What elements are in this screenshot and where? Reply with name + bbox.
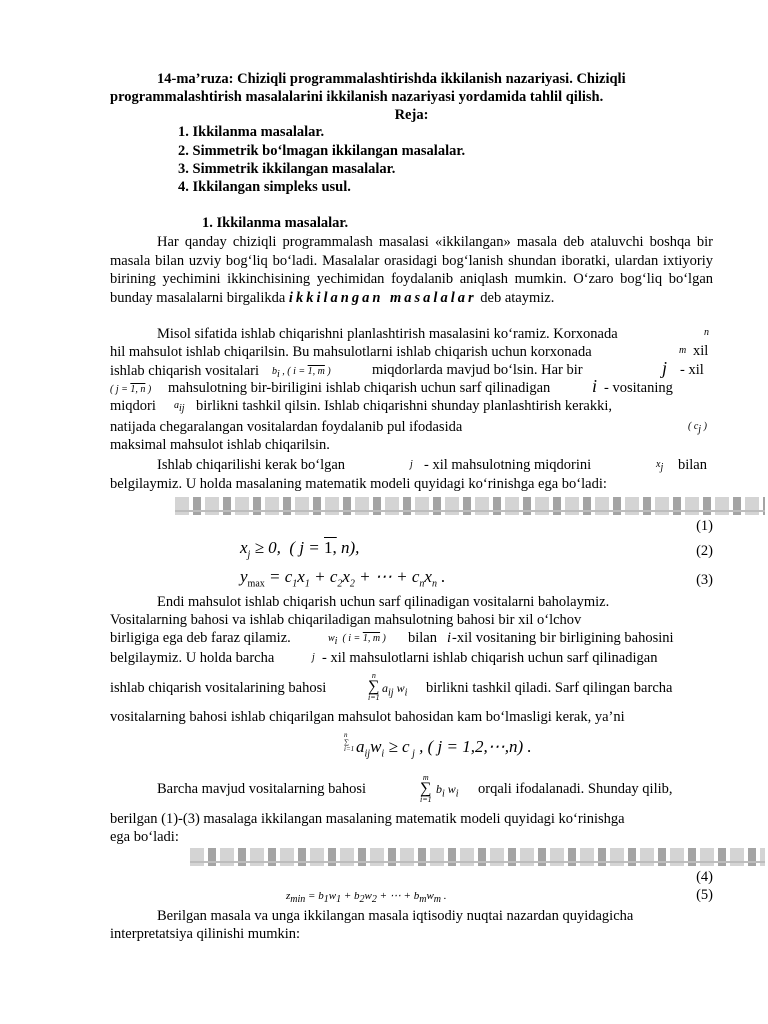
text: - xil mahsulotlarni ishlab chiqarish uchun sarf qilinadigan [322,650,658,666]
text: - xil [680,362,704,378]
plan-item: 1. Ikkilanma masalalar. [178,124,325,140]
text: bilan [678,457,707,473]
math-i: i [592,376,598,396]
paragraph-1-term: ikkilangan masalalar [288,289,477,306]
paragraph-4-line1: Endi mahsulot ishlab chiqarish uchun sarf qilinadigan vositalarni baholaymiz. [157,594,610,610]
blurred-formula [175,497,765,515]
paragraph-4-line6: vositalarning bahosi ishlab chiqarilgan mahsulot bahosidan kam bo‘lmasligi kerak, ya’ni [110,709,625,725]
equation-5: $z_{min} = b_1w_1 + b_2w_2$ + ⋯ + $b_mw_m$ . [286,890,447,906]
paragraph-1-tail: deb ataymiz. [480,289,555,306]
text: Misol sifatida ishlab chiqarishni planlashtirish masalasini ko‘ramiz. Korxonada [157,326,618,342]
plan-item: 2. Simmetrik bo‘lmagan ikkilangan masalalar. [178,143,466,159]
equation-number: (3) [696,572,713,588]
equation-3: $y_{max} = c_1x_1 + c_2x_2$ + ⋯ + $c_nx_n$ . [240,567,446,590]
math-aij: $a_{ij}$ [174,400,185,414]
math-j: j [410,459,413,470]
paragraph-4-line2: Vositalarning bahosi va ishlab chiqariladigan mahsulotning bahosi bir xil o‘lchov [110,612,582,628]
math-bi-wi: $b_i$ $w_i$ [436,782,459,800]
text: miqdori [110,398,156,414]
math-m: m [679,345,687,356]
plan-item: 3. Simmetrik ikkilangan masalalar. [178,161,396,177]
equation-number: (2) [696,543,713,559]
equation-number: (4) [696,869,713,885]
text: - xil mahsulotning miqdorini [424,457,592,473]
math-n: n [704,327,709,338]
math-aij-wi: $a_{ij}$ $w_i$ [382,681,408,699]
text: orqali ifodalanadi. Shunday qilib, [478,781,673,797]
equation-number: (5) [696,887,713,903]
math-j-range: ( j = 1, n ) [110,384,152,395]
math-xj: $x_j$ [656,459,664,473]
equation-number: (1) [696,518,713,534]
text: birlikni tashkil qiladi. Sarf qilingan barcha [426,680,673,696]
text: Ishlab chiqarilishi kerak bo‘lgan [157,457,346,473]
paragraph-3-line2: belgilaymiz. U holda masalaning matematik modeli quyidagi ko‘rinishga ega bo‘ladi: [110,476,607,492]
math-sum-bi-wi: m ∑ i=1 [420,773,432,804]
text: ishlab chiqarish vositalari [110,363,259,379]
math-sum-small: n ∑ i=1 [344,731,355,753]
paragraph-2-line2 [110,343,713,362]
section-heading: 1. Ikkilanma masalalar. [202,215,349,231]
text: mahsulotning bir-biriligini ishlab chiqarish uchun sarf qilinadigan [168,380,551,396]
plan-heading: Reja: [394,107,429,123]
math-j: j [312,652,315,663]
lecture-title-line1: 14-ma’ruza: Chiziqli programmalashtirishda ikkilanish nazariyasi. Chiziqli [157,71,626,87]
text: - vositaning [604,380,673,396]
math-i: i [447,630,452,646]
equation-2: $x_j \ge 0$, ( j = 1, n), [240,538,360,561]
text: bilan [408,630,437,646]
plan-item: 4. Ikkilangan simpleks usul. [178,179,351,195]
paragraph-2-line1 [110,325,713,344]
text: hil mahsulot ishlab chiqarilsin. Bu mahsulotlarni ishlab chiqarish uchun korxonada [110,344,592,360]
text: ishlab chiqarish vositalarining bahosi [110,680,327,696]
text: maksimal mahsulot ishlab chiqarilsin. [110,437,330,453]
text: belgilaymiz. U holda barcha [110,650,275,666]
paragraph-6-line2: interpretatsiya qilinishi mumkin: [110,926,301,942]
math-bi: $b_i$ , ( i = 1, m ) [272,366,331,380]
blurred-formula-underline [190,861,765,863]
blurred-formula [190,848,765,866]
paragraph-5-line2: berilgan (1)-(3) masalaga ikkilangan masalaning matematik modeli quyidagi ko‘rinishga [110,811,625,827]
math-wi: $w_i$ ( i = 1, m ) [328,633,386,647]
paragraph-1 [110,233,713,307]
text: Barcha mavjud vositalarning bahosi [157,781,366,797]
paragraph-6-line1: Berilgan masala va unga ikkilangan masala iqtisodiy nuqtai nazardan quyidagicha [157,908,634,924]
math-cj: ( $c_j$ ) [688,421,707,435]
text: natijada chegaralangan vositalardan foydalanib pul ifodasida [110,419,463,435]
math-j: j [662,358,668,378]
math-sum-aij-wi: n ∑ i=1 [368,671,380,702]
dual-inequality: $a_{ij}w_i \ge c$ $_j$ , ( j = 1,2,⋯,n) . [356,737,532,760]
lecture-title-line2: programmalashtirish masalalarini ikkilanish nazariyasi yordamida tahlil qilish. [110,89,604,105]
text: miqdorlarda mavjud bo‘lsin. Har bir [372,362,583,378]
paragraph-1-text: Har qanday chiziqli programmalash masalasi «ikkilangan» masala deb ataluvchi boshqa bir masala bilan uzviy bog‘liq bo‘ladi. Masalalar orasidagi bog‘lanish shundan iboratki, ulardan ixtiyoriy birining yechimini ikkinchisining yechimidan foydalanib aniqlash mumkin. O‘zaro bog‘liq bo‘lgan bunday masalalarni birgalikda [110,234,713,306]
text: birligiga ega deb faraz qilamiz. [110,630,291,646]
blurred-formula-underline [175,510,765,512]
text: xil [693,343,709,359]
text: birlikni tashkil qilsin. Ishlab chiqarishni shunday planlashtirish kerakki, [196,398,613,414]
text: -xil vositaning bir birligining bahosini [452,630,674,646]
paragraph-5-line3: ega bo‘ladi: [110,829,179,845]
